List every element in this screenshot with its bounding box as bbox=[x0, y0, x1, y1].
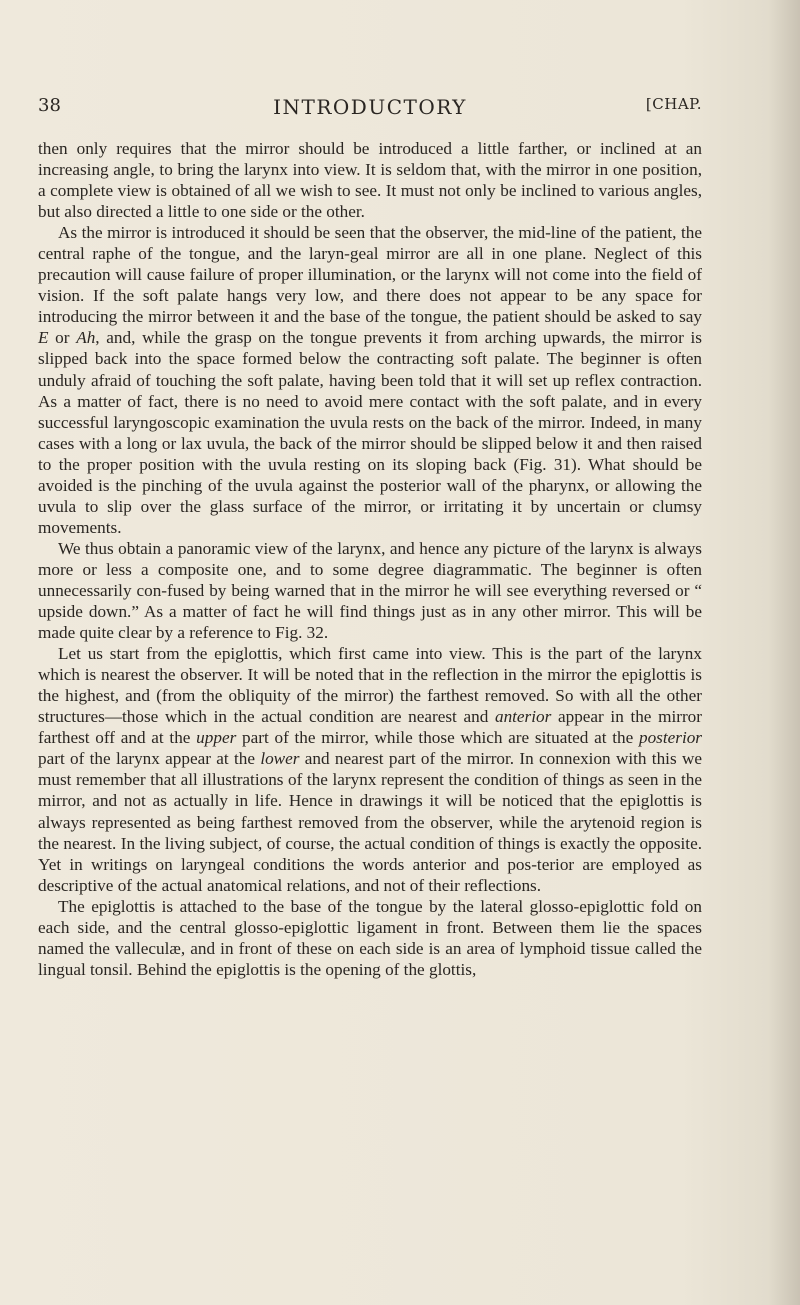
italic-term: posterior bbox=[638, 728, 702, 748]
text-run: , and, while the grasp on the tongue prevents it from arching upwards, the mirror is slipped back into the space formed below the contracting soft palate. The beginner is often unduly afraid of touching the soft palate, having been told that it will set up reflex contraction. As a matter of fact, there is no need to avoid mere contact with the soft palate, and in every successful laryngoscopic examination the uvula rests on the back of the mirror. Indeed, in many cases with a long or lax uvula, the back of the mirror should be slipped below it and then raised to the proper position with the uvula resting on its sloping back (Fig. 31). What should be avoided is the pinching of the uvula against the posterior wall of the pharynx, or allowing the uvula to slip over the glass surface of the mirror, or irritating it by uncertain or clumsy movements. bbox=[38, 328, 702, 537]
italic-term: anterior bbox=[494, 707, 552, 727]
italic-term: lower bbox=[260, 749, 300, 769]
italic-term: upper bbox=[196, 728, 237, 748]
text-run: then only requires that the mirror should be introduced a little farther, or inclined at an increasing angle, to bring the larynx into view. It is seldom that, with the mirror in one position, a complete view is obtained of all we wish to see. It must not only be inclined to various angles, but also directed a little to one side or the other. bbox=[38, 139, 702, 222]
text-run: The epiglottis is attached to the base of the tongue by the lateral glosso-epiglottic fold on each side, and the central glosso-epiglottic ligament in front. Between them lie the spaces named the valleculæ, and in front of these on each side is an area of lymphoid tissue called the lingual tonsil. Behind the epiglottis is the opening of the glottis, bbox=[38, 896, 702, 979]
paragraph bbox=[38, 538, 702, 643]
running-header bbox=[38, 95, 702, 125]
text-run: or bbox=[48, 328, 77, 348]
text-run: We thus obtain a panoramic view of the larynx, and hence any picture of the larynx is always more or less a composite one, and to some degree diagrammatic. The beginner is often unnecessarily con-fused by being warned that in the mirror he will see everything reversed or “ upside down.” As a matter of fact he will find things just as in any other mirror. This will be made quite clear by a reference to Fig. 32. bbox=[38, 538, 702, 643]
paragraph bbox=[38, 896, 702, 980]
chapter-mark: [CHAP. bbox=[645, 95, 702, 113]
text-run: part of the larynx appear at the bbox=[38, 749, 261, 769]
italic-term: E bbox=[38, 328, 49, 348]
text-run: part of the mirror, while those which are situated at the bbox=[236, 728, 639, 748]
body-text bbox=[38, 138, 702, 980]
page-number: 38 bbox=[38, 95, 61, 116]
running-title: INTRODUCTORY bbox=[273, 95, 467, 119]
text-run: Let us start from the epiglottis, which first came into view. This is the part of the larynx which is nearest the observer. It will be noted that in the reflection in the mirror the epiglottis is the highest, and (from the obliquity of the mirror) the farthest removed. So with all the other structures—those which in the actual condition are nearest and bbox=[38, 644, 702, 727]
paragraph bbox=[38, 222, 702, 538]
text-run: appear in the mirror farthest off and at the bbox=[38, 707, 703, 748]
paragraph bbox=[38, 643, 702, 896]
text-run: As the mirror is introduced it should be seen that the observer, the mid-line of the patient, the central raphe of the tongue, and the laryn-geal mirror are all in one plane. Neglect of this precaution will cause failure of proper illumination, or the larynx will not come into the field of vision. If the soft palate hangs very low, and there does not appear to be any space for introducing the mirror between it and the base of the tongue, the patient should be asked to say bbox=[38, 223, 702, 327]
text-run: and nearest part of the mirror. In connexion with this we must remember that all illustrations of the larynx represent the condition of things as seen in the mirror, and not as actually in life. Hence in drawings it will be noticed that the epiglottis is always represented as being farthest removed from the observer, while the arytenoid region is the nearest. In the living subject, of course, the actual condition of things is exactly the opposite. Yet in writings on laryngeal conditions the words anterior and pos-terior are employed as descriptive of the actual anatomical relations, and not of their reflections. bbox=[38, 749, 702, 895]
italic-term: Ah bbox=[76, 328, 96, 348]
paragraph bbox=[38, 138, 702, 222]
